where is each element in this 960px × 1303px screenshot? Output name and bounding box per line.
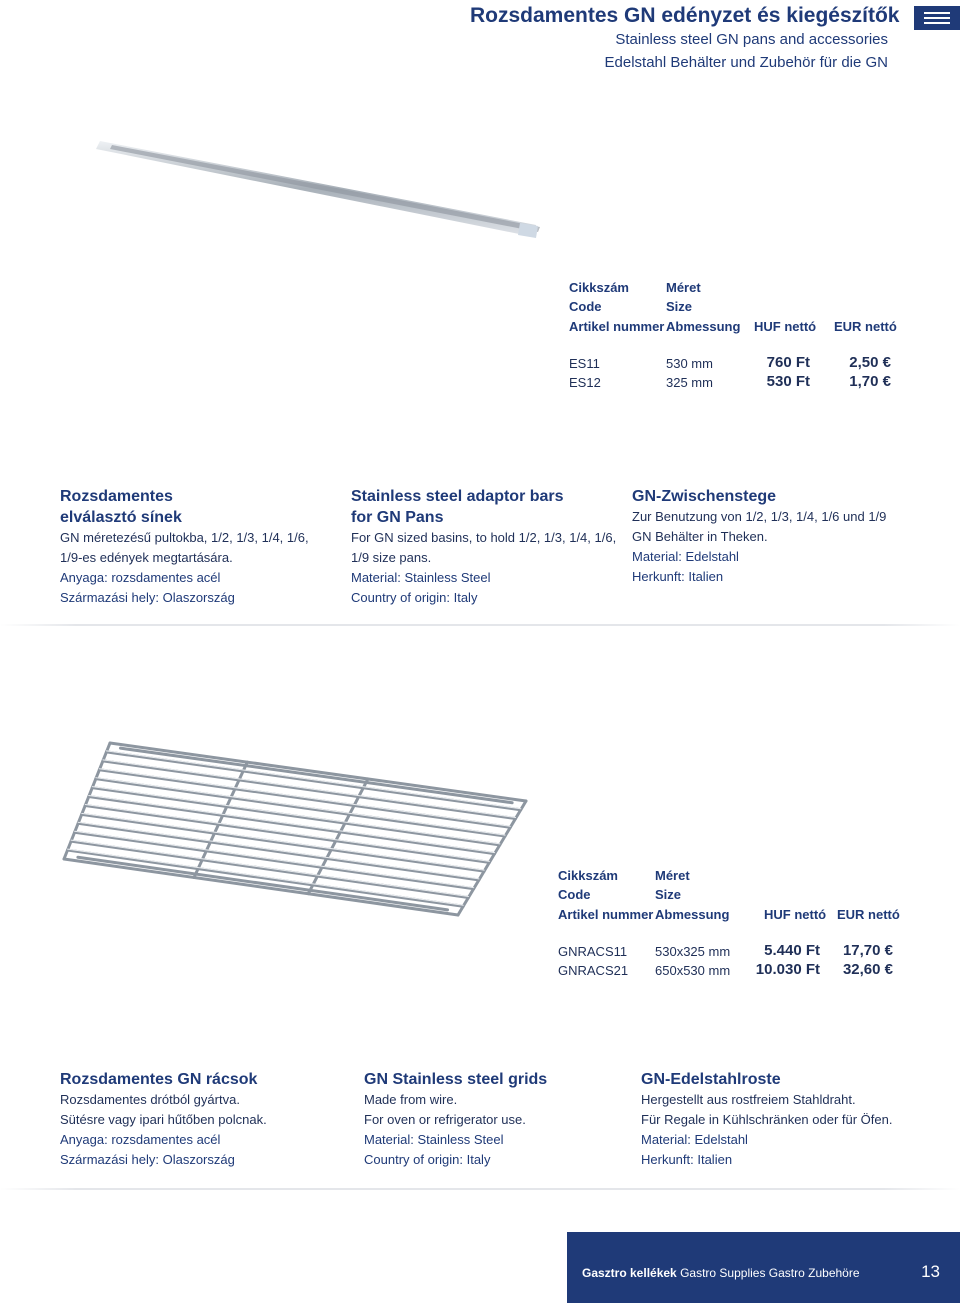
- desc-line: Country of origin: Italy: [364, 1152, 491, 1167]
- th-huf: HUF nettó: [764, 907, 827, 922]
- th-code-en: Code: [558, 887, 591, 902]
- desc-line: Származási hely: Olaszország: [60, 1152, 235, 1167]
- th-huf: HUF nettó: [754, 319, 817, 334]
- grid-wire-highlight: [68, 849, 464, 905]
- desc-en-2: [364, 1069, 624, 1170]
- row2-eur: 1,70 €: [849, 373, 891, 390]
- th-code-hu: Cikkszám: [569, 280, 629, 295]
- desc-de-2: [641, 1069, 941, 1170]
- desc-line: Származási hely: Olaszország: [60, 590, 235, 605]
- footer-label-rest: Gastro Supplies Gastro Zubehöre: [680, 1266, 860, 1280]
- th-code-en: Code: [569, 299, 602, 314]
- desc-title: GN Stainless steel grids: [364, 1071, 548, 1088]
- desc-line: Herkunft: Italien: [632, 569, 724, 584]
- brand-logo: [914, 6, 960, 30]
- th-size-de: Abmessung: [655, 907, 730, 922]
- th-eur: EUR nettó: [837, 907, 900, 922]
- th-size-hu: Méret: [655, 868, 690, 883]
- desc-hu-1: [60, 486, 330, 608]
- footer-bar: [567, 1232, 960, 1303]
- desc-line: Rozsdamentes drótból gyártva.: [60, 1092, 240, 1107]
- row1-huf: 760 Ft: [766, 354, 810, 371]
- row2-huf: 530 Ft: [766, 373, 810, 390]
- page-number: 13: [921, 1262, 940, 1281]
- adaptor-bars-image: [60, 105, 550, 260]
- desc-line: Country of origin: Italy: [351, 590, 478, 605]
- desc-title: Rozsdamentes elválasztó sínek: [60, 488, 182, 526]
- row2-code: GNRACS21: [558, 963, 629, 978]
- desc-line: Zur Benutzung von 1/2, 1/3, 1/4, 1/6 und 1/9 GN Behälter in Theken.: [632, 509, 887, 544]
- grid-support: [308, 779, 368, 894]
- desc-line: Material: Edelstahl: [632, 549, 739, 564]
- row1-eur: 17,70 €: [842, 942, 893, 959]
- th-code-de: Artikel nummer: [558, 907, 654, 922]
- row1-size: 530 mm: [666, 356, 713, 371]
- subtitle-de: Edelstahl Behälter und Zubehör für die GN: [604, 54, 888, 71]
- desc-line: Anyaga: rozsdamentes acél: [60, 570, 221, 585]
- desc-line: Hergestellt aus rostfreiem Stahldraht.: [641, 1092, 856, 1107]
- th-code-de: Artikel nummer: [569, 319, 665, 334]
- th-size-en: Size: [655, 887, 682, 902]
- desc-line: Sütésre vagy ipari hűtőben polcnak.: [60, 1112, 267, 1127]
- desc-title: GN-Zwischenstege: [632, 488, 777, 505]
- footer-label-bold: Gasztro kellékek: [582, 1266, 677, 1280]
- grid-frame: [120, 748, 512, 803]
- grid-support: [194, 762, 247, 877]
- row2-code: ES12: [569, 375, 601, 390]
- row2-eur: 32,60 €: [842, 961, 893, 978]
- subtitle-en: Stainless steel GN pans and accessories: [615, 31, 888, 48]
- th-eur: EUR nettó: [834, 319, 897, 334]
- th-size-en: Size: [666, 299, 693, 314]
- section-divider: [0, 624, 960, 626]
- desc-title: GN-Edelstahlroste: [641, 1071, 781, 1088]
- th-size-hu: Méret: [666, 280, 701, 295]
- row2-size: 650x530 mm: [655, 963, 731, 978]
- desc-line: Anyaga: rozsdamentes acél: [60, 1132, 221, 1147]
- desc-line: Made from wire.: [364, 1092, 458, 1107]
- footer-label: [582, 1266, 860, 1280]
- desc-line: Material: Stainless Steel: [364, 1132, 504, 1147]
- row1-code: GNRACS11: [558, 944, 628, 959]
- th-size-de: Abmessung: [666, 319, 741, 334]
- wire-grid-image: [60, 735, 535, 920]
- desc-line: Für Regale in Kühlschränken oder für Öfen.: [641, 1112, 893, 1127]
- row1-size: 530x325 mm: [655, 944, 731, 959]
- row2-size: 325 mm: [666, 375, 713, 390]
- row1-code: ES11: [569, 356, 600, 371]
- desc-line: Herkunft: Italien: [641, 1152, 733, 1167]
- desc-de-1: [632, 486, 902, 587]
- desc-line: For oven or refrigerator use.: [364, 1112, 526, 1127]
- row2-huf: 10.030 Ft: [755, 961, 820, 978]
- desc-line: Material: Stainless Steel: [351, 570, 491, 585]
- desc-line: GN méretezésű pultokba, 1/2, 1/3, 1/4, 1/6, 1/9-es edények megtartására.: [60, 530, 309, 565]
- section-divider: [0, 1188, 960, 1190]
- desc-hu-2: [60, 1069, 350, 1170]
- grid-frame: [78, 857, 448, 910]
- desc-line: Material: Edelstahl: [641, 1132, 748, 1147]
- th-code-hu: Cikkszám: [558, 868, 618, 883]
- desc-en-1: [351, 486, 621, 608]
- row1-eur: 2,50 €: [849, 354, 891, 371]
- desc-title: Rozsdamentes GN rácsok: [60, 1071, 258, 1088]
- desc-line: For GN sized basins, to hold 1/2, 1/3, 1/4, 1/6, 1/9 size pans.: [351, 530, 617, 565]
- desc-title: Stainless steel adaptor bars for GN Pans: [351, 488, 564, 526]
- row1-huf: 5.440 Ft: [764, 942, 820, 959]
- page-title: Rozsdamentes GN edényzet és kiegészítők: [470, 4, 900, 27]
